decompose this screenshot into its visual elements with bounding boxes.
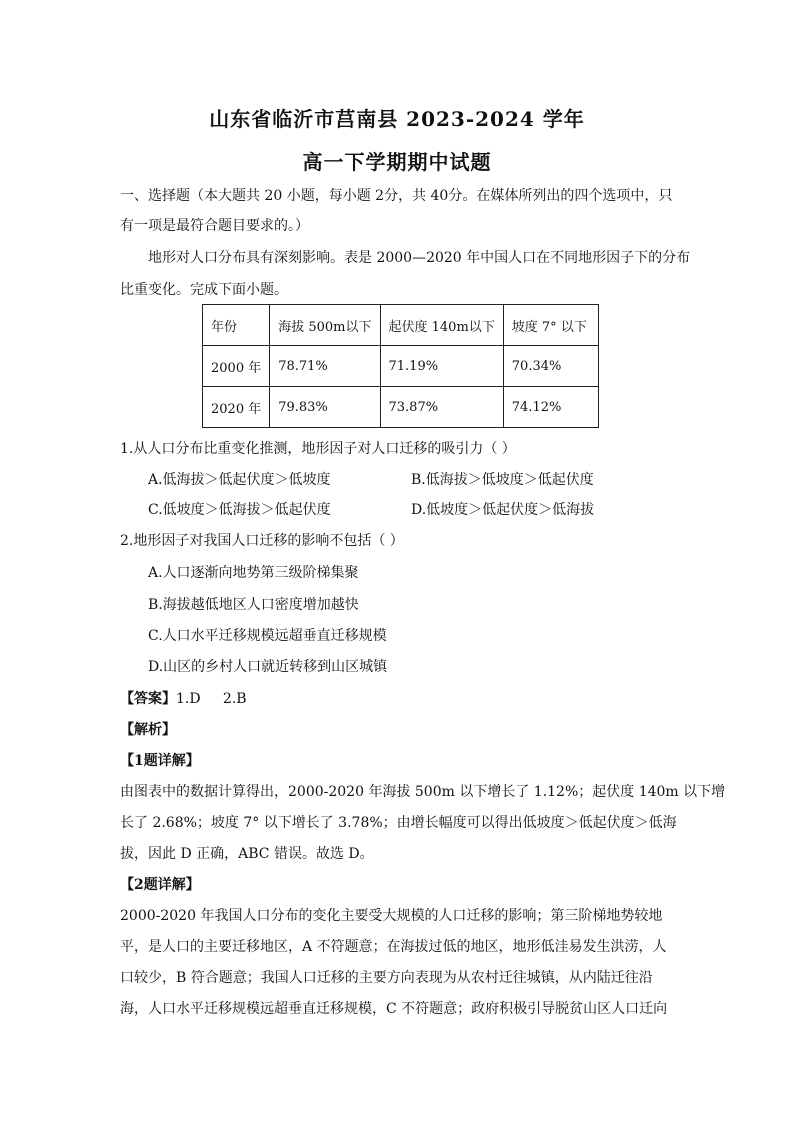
table-cell: 2020 年: [203, 387, 270, 428]
table-header-cell: 年份: [203, 305, 270, 346]
detail-2-line: 平，是人口的主要迁移地区，A 不符题意；在海拔过低的地区，地形低洼易发生洪涝，人: [120, 939, 667, 955]
question-1-stem: 1.从人口分布比重变化推测，地形因子对人口迁移的吸引力（ ）: [120, 441, 516, 457]
section-header: 一、选择题（本大题共 20 小题，每小题 2分，共 40分。在媒体所列出的四个选项中，只: [120, 188, 673, 204]
document-subtitle: 高一下学期期中试题: [302, 150, 492, 174]
question-2-option-b: B.海拔越低地区人口密度增加越快: [148, 597, 359, 613]
analysis-label: 【解析】: [120, 722, 176, 738]
answer-label: 【答案】: [120, 691, 176, 707]
table-cell: 71.19%: [380, 346, 503, 387]
detail-2-label: 【2题详解】: [120, 877, 200, 893]
question-2-stem: 2.地形因子对我国人口迁移的影响不包括（ ）: [120, 533, 404, 549]
detail-2-line: 2000-2020 年我国人口分布的变化主要受大规模的人口迁移的影响；第三阶梯地势较地: [120, 908, 663, 924]
table-cell: 74.12%: [503, 387, 598, 428]
table-header-cell: 起伏度 140m以下: [380, 305, 503, 346]
table-cell: 78.71%: [270, 346, 380, 387]
question-1-option-a: A.低海拔＞低起伏度＞低坡度: [148, 472, 331, 488]
table-header-cell: 海拔 500m以下: [270, 305, 380, 346]
table-cell: 2000 年: [203, 346, 270, 387]
answer-line: [120, 689, 246, 709]
table-header-row: [203, 305, 599, 346]
table-row: [203, 346, 599, 387]
section-header-cont: 有一项是最符合题目要求的。）: [120, 218, 309, 234]
question-1-option-c: C.低坡度＞低海拔＞低起伏度: [148, 502, 331, 518]
table-cell: 70.34%: [503, 346, 598, 387]
detail-2-line: 海，人口水平迁移规模远超垂直迁移规模，C 不符题意；政府积极引导脱贫山区人口迁向: [120, 1001, 668, 1017]
intro-paragraph: 地形对人口分布具有深刻影响。表是 2000—2020 年中国人口在不同地形因子下的分布: [148, 250, 691, 266]
table-cell: 73.87%: [380, 387, 503, 428]
question-1-option-d: D.低坡度＞低起伏度＞低海拔: [411, 502, 595, 518]
detail-1-line: 由图表中的数据计算得出，2000-2020 年海拔 500m 以下增长了 1.12%；起伏度 140m 以下增: [120, 784, 726, 800]
table-row: [203, 387, 599, 428]
intro-paragraph-cont: 比重变化。完成下面小题。: [120, 282, 288, 298]
detail-1-label: 【1题详解】: [120, 753, 200, 769]
question-2-option-c: C.人口水平迁移规模远超垂直迁移规模: [148, 628, 387, 644]
question-2-option-d: D.山区的乡村人口就近转移到山区城镇: [148, 659, 388, 675]
detail-1-line: 长了 2.68%；坡度 7° 以下增长了 3.78%；由增长幅度可以得出低坡度＞低起伏度＞低海: [120, 815, 677, 831]
detail-1-line: 拔，因此 D 正确，ABC 错误。故选 D。: [120, 846, 374, 862]
table-cell: 79.83%: [270, 387, 380, 428]
population-table: [202, 304, 599, 428]
detail-2-line: 口较少，B 符合题意；我国人口迁移的主要方向表现为从农村迁往城镇，从内陆迁往沿: [120, 970, 653, 986]
question-2-option-a: A.人口逐渐向地势第三级阶梯集聚: [148, 565, 359, 581]
question-1-option-b: B.低海拔＞低坡度＞低起伏度: [411, 472, 594, 488]
document-title: 山东省临沂市莒南县 2023-2024 学年: [209, 107, 585, 131]
table-header-cell: 坡度 7° 以下: [503, 305, 598, 346]
answer-text: 1.D 2.B: [176, 691, 247, 707]
